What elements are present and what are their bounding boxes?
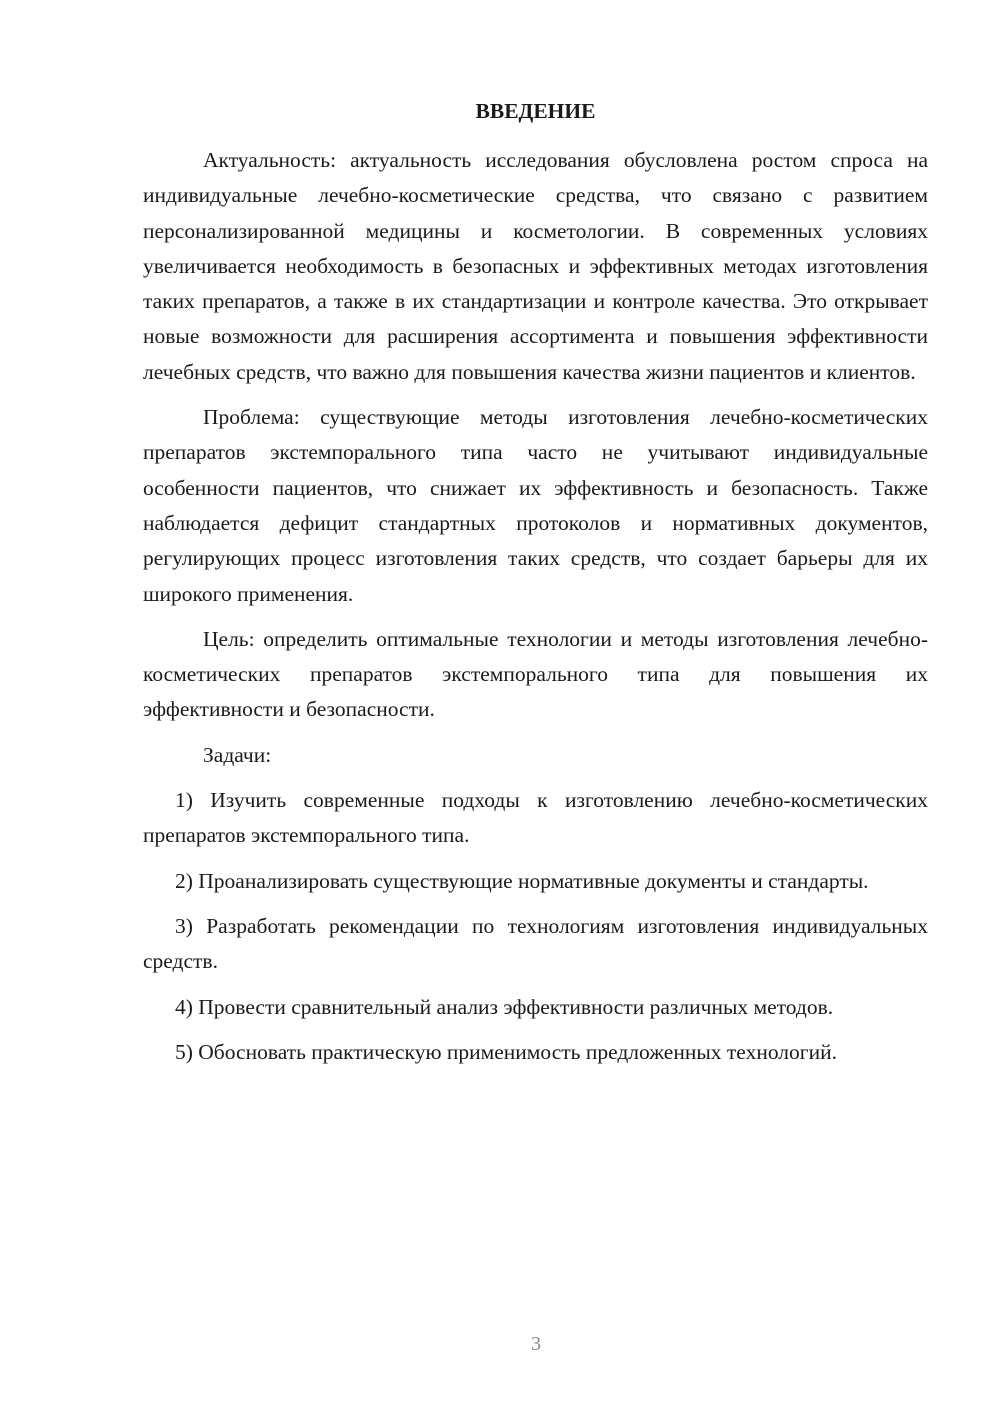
problem-paragraph: Проблема: существующие методы изготовления лечебно-косметических препаратов экстемпорального типа часто не учитывают индивидуальные особенности пациентов, что снижает их эффективность и безопасность. Также наблюдается дефицит стандартных протоколов и нормативных документов, регулирующих процесс изготовления таких средств, что создает барьеры для их широкого применения.	[143, 405, 928, 606]
task-item: 1) Изучить современные подходы к изготовлению лечебно-косметических препаратов экстемпорального типа.	[143, 788, 928, 848]
task-item: 3) Разработать рекомендации по технологиям изготовления индивидуальных средств.	[143, 913, 928, 974]
tasks-heading: Задачи:	[203, 742, 272, 767]
goal-paragraph: Цель: определить оптимальные технологии и методы изготовления лечебно-косметических препаратов экстемпорального типа для повышения их эффективности и безопасности.	[143, 626, 928, 722]
task-item: 4) Провести сравнительный анализ эффективности различных методов.	[175, 994, 834, 1019]
relevance-paragraph: Актуальность: актуальность исследования обусловлена ростом спроса на индивидуальные лечебно-косметические средства, что связано с развитием персонализированной медицины и косметологии. В современных условиях увеличивается необходимость в безопасных и эффективных методах изготовления таких препаратов, а также в их стандартизации и контроле качества. Это открывает новые возможности для расширения ассортимента и повышения эффективности лечебных средств, что важно для повышения качества жизни пациентов и клиентов.	[143, 148, 928, 384]
task-item: 2) Проанализировать существующие нормативные документы и стандарты.	[175, 868, 869, 893]
section-title: ВВЕДЕНИЕ	[475, 99, 596, 123]
task-item: 5) Обосновать практическую применимость предложенных технологий.	[175, 1039, 837, 1064]
page-content	[143, 97, 928, 1070]
page-number: 3	[531, 1333, 541, 1355]
